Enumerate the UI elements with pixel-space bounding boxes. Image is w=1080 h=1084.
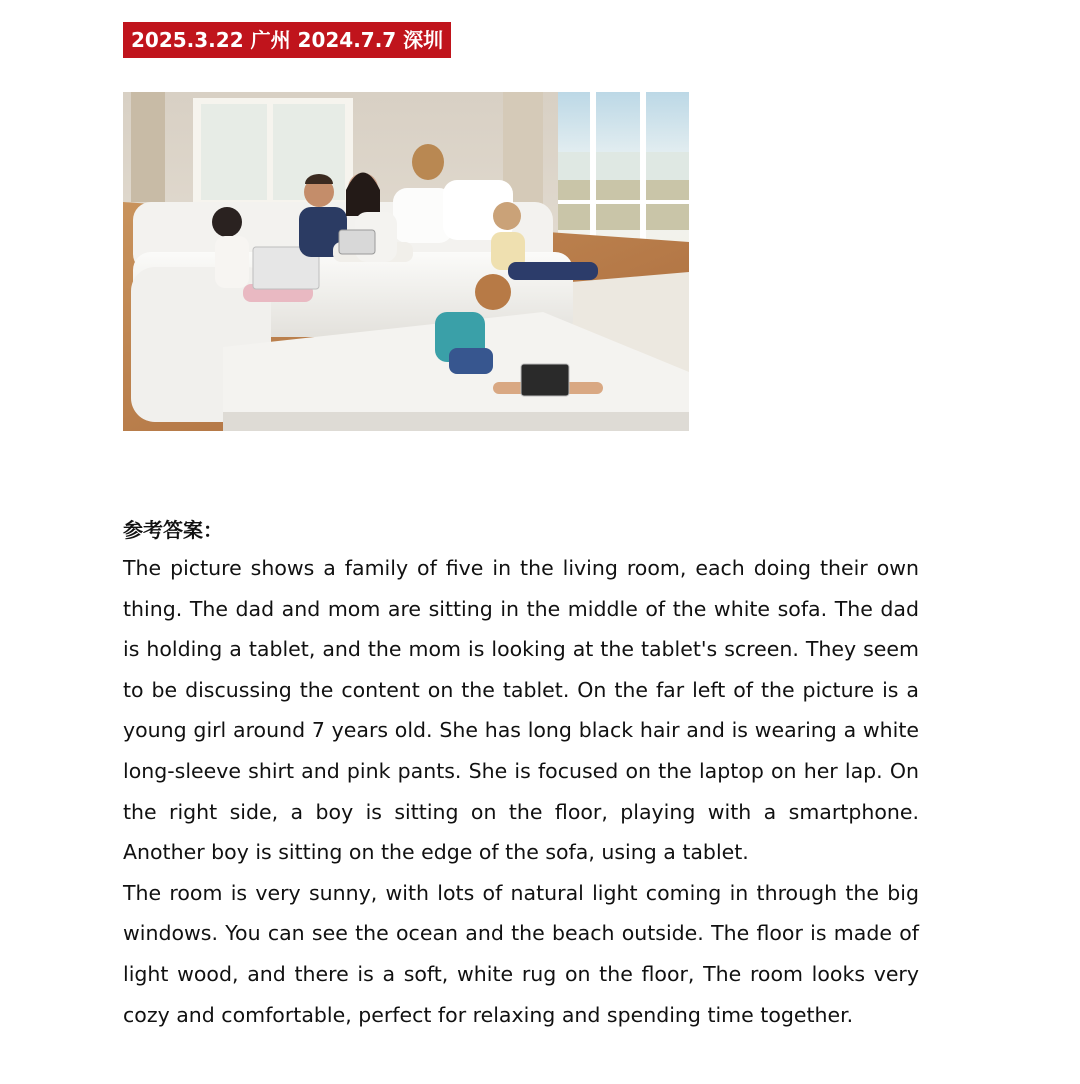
answer-heading: 参考答案： xyxy=(123,518,223,542)
date-location-tag: 2025.3.22 广州 2024.7.7 深圳 xyxy=(123,22,451,58)
answer-body xyxy=(123,548,919,1035)
answer-paragraph-1: The picture shows a family of five in the living room, each doing their own thing. The dad and mom are sitting in the middle of the white sofa. The dad is holding a tablet, and the mom is looking at the tablet's screen. They seem to be discussing the content on the tablet. On the far left of the picture is a young girl around 7 years old. She has long black hair and is wearing a white long-sleeve shirt and pink pants. She is focused on the laptop on her lap. On the right side, a boy is sitting on the floor, playing with a smartphone. Another boy is sitting on the edge of the sofa, using a tablet. xyxy=(123,556,919,865)
answer-paragraph-2: The room is very sunny, with lots of natural light coming in through the big windows. You can see the ocean and the beach outside. The floor is made of light wood, and there is a soft, white rug on the floor, The room looks very cozy and comfortable, perfect for relaxing and spending time together. xyxy=(123,880,919,1027)
family-living-room-photo xyxy=(123,92,689,431)
